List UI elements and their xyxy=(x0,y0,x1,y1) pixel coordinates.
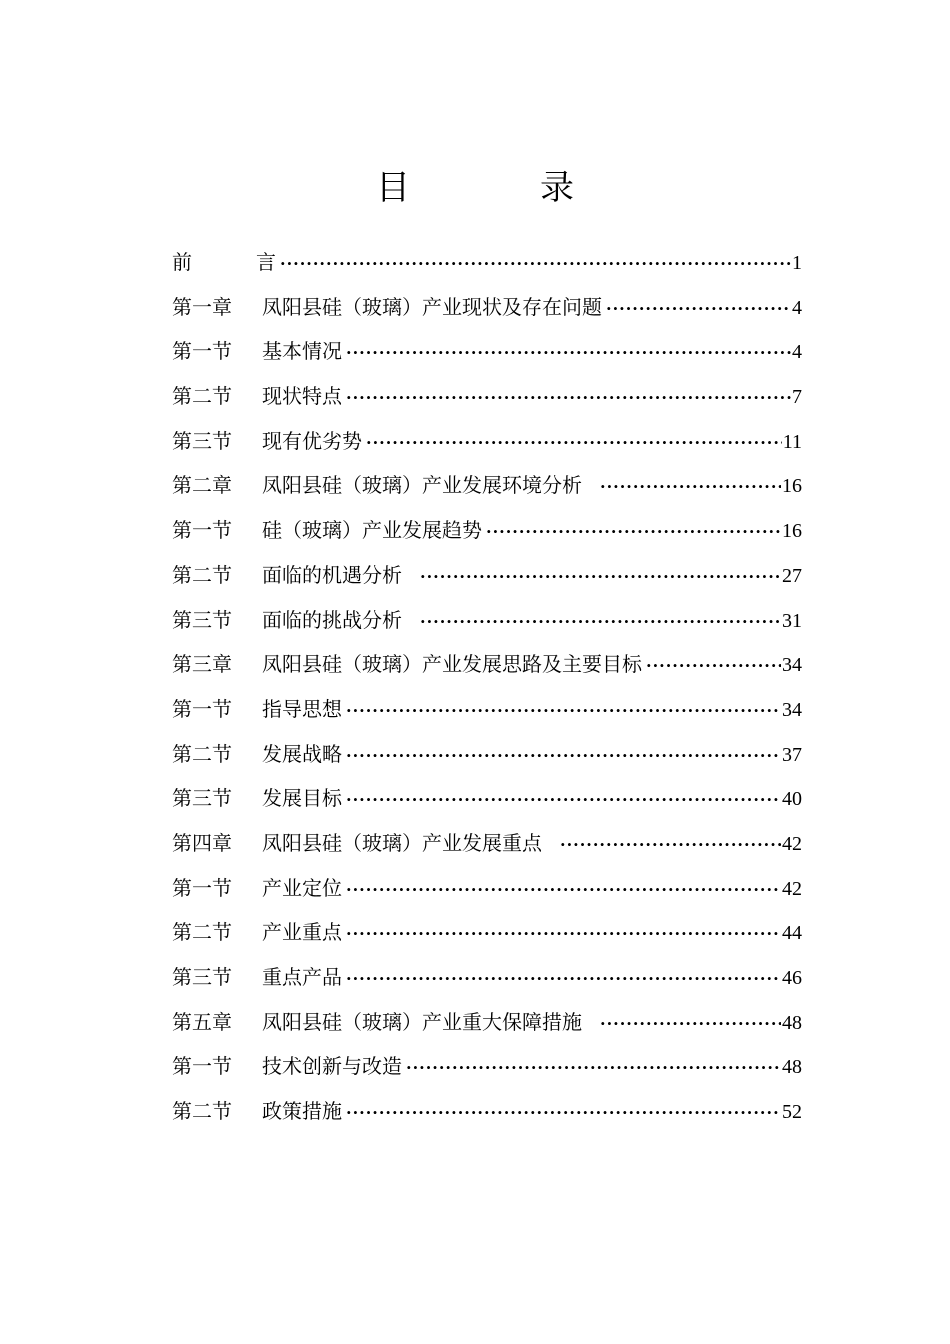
toc-entry-page: 4 xyxy=(792,341,802,364)
toc-entry-label: 第三节 xyxy=(172,428,232,453)
toc-entry-page: 16 xyxy=(782,520,802,543)
toc-leader-dots xyxy=(560,823,781,868)
toc-entry-page: 48 xyxy=(782,1056,802,1079)
toc-leader-dots xyxy=(346,1091,781,1136)
toc-entry-page: 42 xyxy=(782,877,802,900)
toc-entry-label: 第二章 xyxy=(172,473,232,498)
toc-leader-dots xyxy=(600,465,781,510)
toc-entry-label: 第二节 xyxy=(172,741,232,766)
toc-entry-chapter[interactable] xyxy=(172,642,802,687)
toc-entry-page: 40 xyxy=(782,788,802,811)
toc-leader-dots xyxy=(600,1002,781,1047)
toc-entry-label: 第一节 xyxy=(172,696,232,721)
toc-entry-label: 第一节 xyxy=(172,339,232,364)
toc-entry-section[interactable] xyxy=(172,776,802,821)
toc-entry-page: 1 xyxy=(792,252,802,274)
toc-leader-dots xyxy=(486,510,781,555)
toc-entry-preface[interactable] xyxy=(172,240,802,285)
toc-entry-page: 42 xyxy=(782,832,802,855)
toc-entry-text: 技术创新与改造 xyxy=(262,1054,402,1079)
toc-entry-section[interactable] xyxy=(172,732,802,777)
toc-leader-dots xyxy=(346,957,781,1002)
page-title: 目 录 xyxy=(376,168,622,208)
toc-entry-label: 前 言 xyxy=(172,250,298,274)
toc-entry-label: 第二节 xyxy=(172,384,232,409)
toc-entry-text: 面临的挑战分析 xyxy=(262,607,402,632)
toc-entry-section[interactable] xyxy=(172,687,802,732)
toc-entry-page: 44 xyxy=(782,922,802,945)
toc-leader-dots xyxy=(646,644,781,689)
toc-leader-dots xyxy=(420,555,781,600)
toc-entry-label: 第一节 xyxy=(172,1054,232,1079)
toc-leader-dots xyxy=(346,331,791,376)
toc-entry-label: 第二节 xyxy=(172,562,232,587)
toc-entry-label: 第三节 xyxy=(172,965,232,989)
toc-entry-section[interactable] xyxy=(172,329,802,374)
toc-entry-section[interactable] xyxy=(172,553,802,598)
toc-entry-section[interactable] xyxy=(172,910,802,955)
toc-entry-page: 31 xyxy=(782,609,802,632)
toc-leader-dots xyxy=(346,912,781,957)
toc-entry-text: 指导思想 xyxy=(262,696,342,721)
toc-entry-text: 发展战略 xyxy=(262,741,342,766)
toc-entry-page: 7 xyxy=(792,386,802,409)
toc-leader-dots xyxy=(346,734,781,779)
toc-entry-chapter[interactable] xyxy=(172,1000,802,1045)
toc-leader-dots xyxy=(346,376,791,421)
toc-entry-label: 第三节 xyxy=(172,607,232,632)
toc-entry-text: 产业定位 xyxy=(262,875,342,900)
toc-entry-text: 硅（玻璃）产业发展趋势 xyxy=(262,518,482,543)
toc-entry-label: 第五章 xyxy=(172,1009,232,1034)
toc-entry-text: 重点产品 xyxy=(262,965,342,989)
toc-leader-dots xyxy=(346,689,781,734)
toc-entry-page: 34 xyxy=(782,654,802,677)
toc-entry-section[interactable] xyxy=(172,955,802,1000)
toc-entry-label: 第三节 xyxy=(172,786,232,811)
toc-entry-chapter[interactable] xyxy=(172,285,802,330)
toc-entry-page: 48 xyxy=(782,1011,802,1034)
toc-leader-dots xyxy=(606,287,791,332)
toc-leader-dots xyxy=(346,868,781,913)
toc-entry-page: 34 xyxy=(782,698,802,721)
toc-entry-text: 凤阳县硅（玻璃）产业发展思路及主要目标 xyxy=(262,652,642,677)
toc-entry-label: 第四章 xyxy=(172,830,232,855)
toc-entry-section[interactable] xyxy=(172,374,802,419)
toc-leader-dots xyxy=(280,242,791,287)
toc-entry-page: 11 xyxy=(782,430,802,453)
toc-list xyxy=(172,240,802,1134)
toc-leader-dots xyxy=(420,600,781,645)
toc-entry-section[interactable] xyxy=(172,598,802,643)
toc-entry-text: 面临的机遇分析 xyxy=(262,562,402,587)
toc-entry-text: 凤阳县硅（玻璃）产业重大保障措施 xyxy=(262,1009,582,1034)
toc-entry-text: 现有优劣势 xyxy=(262,428,362,453)
toc-entry-label: 第二节 xyxy=(172,920,232,945)
toc-entry-section[interactable] xyxy=(172,508,802,553)
toc-entry-page: 27 xyxy=(782,564,802,587)
toc-entry-page: 46 xyxy=(782,967,802,989)
toc-entry-text: 现状特点 xyxy=(262,384,342,409)
toc-entry-section[interactable] xyxy=(172,419,802,464)
toc-entry-label: 第二节 xyxy=(172,1099,232,1124)
toc-entry-page: 52 xyxy=(782,1101,802,1124)
toc-entry-label: 第一节 xyxy=(172,875,232,900)
toc-entry-section[interactable] xyxy=(172,1044,802,1089)
toc-entry-section[interactable] xyxy=(172,1089,802,1134)
toc-entry-page: 4 xyxy=(792,296,802,319)
toc-entry-text: 发展目标 xyxy=(262,786,342,811)
toc-entry-text: 凤阳县硅（玻璃）产业发展环境分析 xyxy=(262,473,582,498)
toc-leader-dots xyxy=(406,1046,781,1091)
toc-entry-label: 第一节 xyxy=(172,518,232,543)
toc-entry-chapter[interactable] xyxy=(172,821,802,866)
toc-entry-section[interactable] xyxy=(172,866,802,911)
toc-entry-label: 第三章 xyxy=(172,652,232,677)
toc-entry-text: 政策措施 xyxy=(262,1099,342,1124)
toc-entry-text: 凤阳县硅（玻璃）产业发展重点 xyxy=(262,830,542,855)
toc-entry-text: 凤阳县硅（玻璃）产业现状及存在问题 xyxy=(262,294,602,319)
toc-entry-chapter[interactable] xyxy=(172,463,802,508)
toc-entry-text: 基本情况 xyxy=(262,339,342,364)
toc-entry-page: 16 xyxy=(782,475,802,498)
toc-leader-dots xyxy=(366,421,782,466)
toc-leader-dots xyxy=(346,778,781,823)
toc-entry-text: 产业重点 xyxy=(262,920,342,945)
toc-entry-page: 37 xyxy=(782,743,802,766)
toc-entry-label: 第一章 xyxy=(172,294,232,319)
